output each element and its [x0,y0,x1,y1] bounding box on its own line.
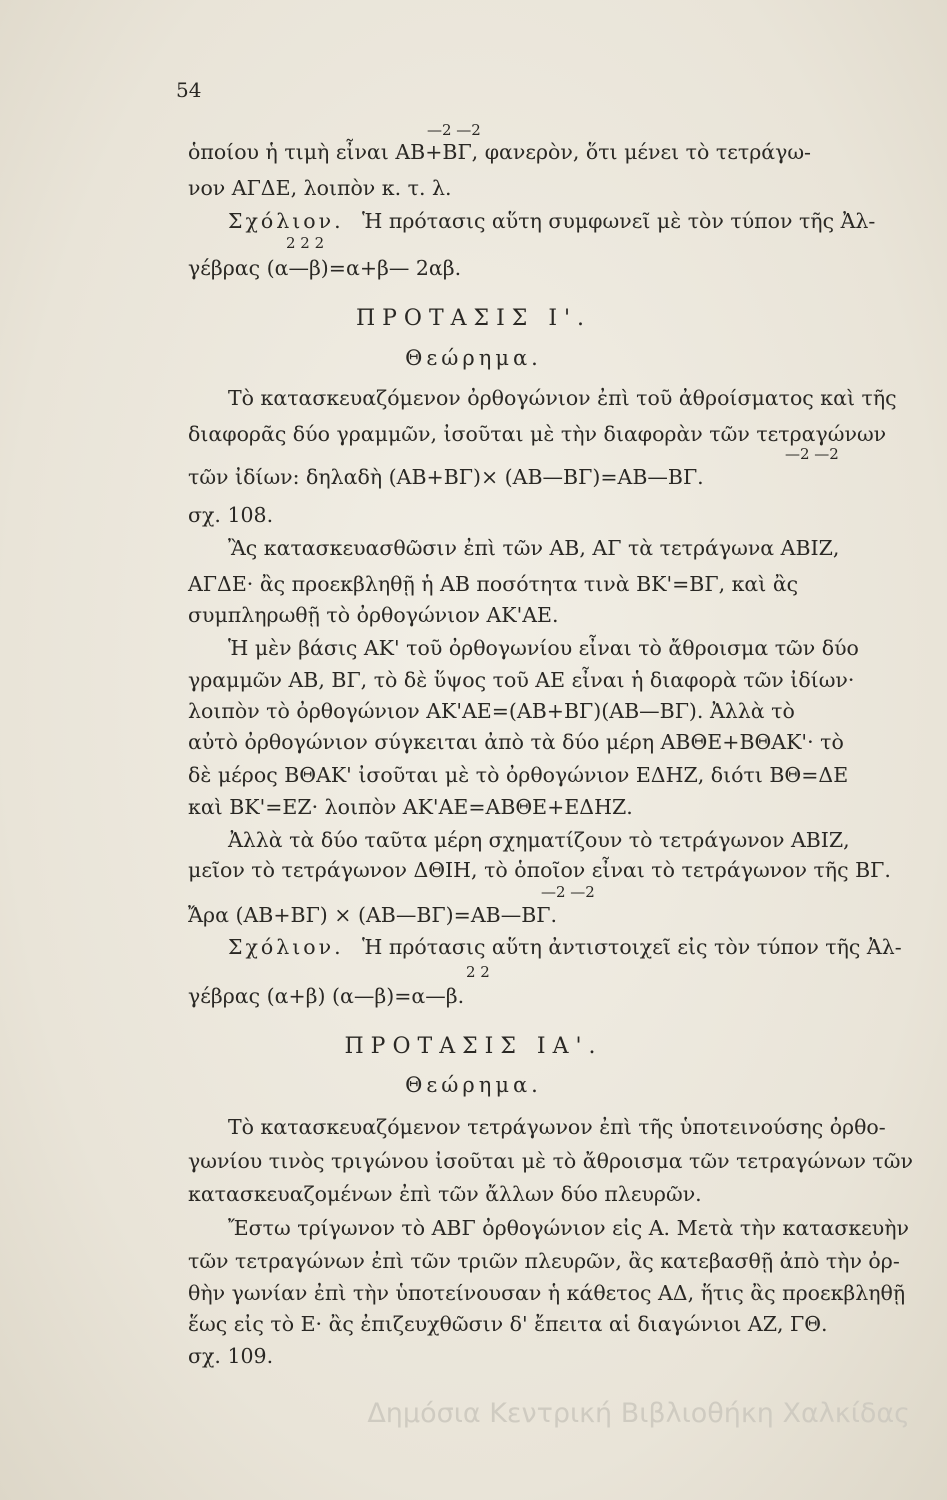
text-line: Τὸ κατασκευαζόμενον τετράγωνον ἐπὶ τῆς ὑποτεινούσης ὀρθο- [228,1115,886,1139]
text-line: θὴν γωνίαν ἐπὶ τὴν ὑποτείνουσαν ἡ κάθετος ΑΔ, ἥτις ἂς προεκβληθῇ [188,1281,906,1305]
theorem-subheading: Θεώρημα. [405,346,542,370]
text-line: νον ΑΓΔΕ, λοιπὸν κ. τ. λ. [188,176,452,200]
text-line: ΑΓΔΕ· ἂς προεκβληθῇ ἡ ΑΒ ποσότητα τινὰ ΒΚ'=ΒΓ, καὶ ἂς [188,572,799,596]
figure-reference: σχ. 108. [188,503,274,527]
text-line: Ἀλλὰ τὰ δύο ταῦτα μέρη σχηματίζουν τὸ τετράγωνον ΑΒΙΖ, [228,828,850,852]
text-line: δὲ μέρος ΒΘΑΚ' ἰσοῦται μὲ τὸ ὀρθογώνιον ΕΔΗΖ, διότι ΒΘ=ΔΕ [188,763,849,787]
text-line: διαφορᾶς δύο γραμμῶν, ἰσοῦται μὲ τὴν διαφορὰν τῶν τετραγώνων [188,422,887,446]
text-line: γραμμῶν ΑΒ, ΒΓ, τὸ δὲ ὕψος τοῦ ΑΕ εἶναι ἡ διαφορὰ τῶν ἰδίων· [188,668,855,692]
superscript-exponents: 2 2 2 [286,234,325,252]
text-line: συμπληρωθῇ τὸ ὀρθογώνιον ΑΚ'ΑΕ. [188,603,559,627]
figure-reference: σχ. 109. [188,1344,274,1368]
text-line: τῶν τετραγώνων ἐπὶ τῶν τριῶν πλευρῶν, ἂς κατεβασθῇ ἀπὸ τὴν ὀρ- [188,1249,900,1273]
text-line: λοιπὸν τὸ ὀρθογώνιον ΑΚ'ΑΕ=(ΑΒ+ΒΓ)(ΑΒ—ΒΓ). Ἀλλὰ τὸ [188,699,795,723]
theorem-subheading: Θεώρημα. [405,1073,542,1097]
superscript-exponents: —2 —2 [785,445,839,463]
text-line: Ἡ πρότασις αὕτη συμφωνεῖ μὲ τὸν τύπον τῆς Ἀλ- [362,209,876,233]
text-line: καὶ ΒΚ'=ΕΖ· λοιπὸν ΑΚ'ΑΕ=ΑΒΘΕ+ΕΔΗΖ. [188,795,633,819]
scholion-label: Σχόλιον. [228,209,344,233]
scholion-label: Σχόλιον. [228,935,344,959]
text-line: μεῖον τὸ τετράγωνον ΔΘΙΗ, τὸ ὁποῖον εἶναι τὸ τετράγωνον τῆς ΒΓ. [188,858,891,882]
text-line: ὁποίου ἡ τιμὴ εἶναι ΑΒ+ΒΓ, φανερὸν, ὅτι μένει τὸ τετράγω- [188,140,811,164]
text-line: Ἡ πρότασις αὕτη ἀντιστοιχεῖ εἰς τὸν τύπον τῆς Ἀλ- [362,935,902,959]
text-line: Ἡ μὲν βάσις ΑΚ' τοῦ ὀρθογωνίου εἶναι τὸ ἄθροισμα τῶν δύο [228,636,859,660]
text-line: γέβρας (α—β)=α+β— 2αβ. [188,256,462,280]
library-watermark: Δημόσια Κεντρική Βιβλιοθήκη Χαλκίδας [367,1398,910,1429]
text-line: κατασκευαζομένων ἐπὶ τῶν ἄλλων δύο πλευρῶν. [188,1182,702,1206]
text-line: τῶν ἰδίων: δηλαδὴ (ΑΒ+ΒΓ)× (ΑΒ—ΒΓ)=ΑΒ—ΒΓ. [188,465,704,489]
text-line: Ἂς κατασκευασθῶσιν ἐπὶ τῶν ΑΒ, ΑΓ τὰ τετράγωνα ΑΒΙΖ, [228,536,840,560]
text-line: Ἄρα (ΑΒ+ΒΓ) × (ΑΒ—ΒΓ)=ΑΒ—ΒΓ. [188,903,557,927]
proposition-heading: ΠΡΟΤΑΣΙΣ Ι'. [355,306,592,331]
text-line: Τὸ κατασκευαζόμενον ὀρθογώνιον ἐπὶ τοῦ ἀθροίσματος καὶ τῆς [228,386,897,410]
superscript-exponents: 2 2 [466,963,490,981]
text-line: γωνίου τινὸς τριγώνου ἰσοῦται μὲ τὸ ἄθροισμα τῶν τετραγώνων τῶν [188,1149,913,1173]
text-line: Ἔστω τρίγωνον τὸ ΑΒΓ ὀρθογώνιον εἰς Α. Μετὰ τὴν κατασκευὴν [228,1216,909,1240]
proposition-heading: ΠΡΟΤΑΣΙΣ ΙΑ'. [344,1034,603,1059]
superscript-exponents: —2 —2 [427,121,481,139]
superscript-exponents: —2 —2 [541,883,595,901]
page-number: 54 [176,78,202,102]
text-line: γέβρας (α+β) (α—β)=α—β. [188,984,465,1008]
text-line: αὐτὸ ὀρθογώνιον σύγκειται ἀπὸ τὰ δύο μέρη ΑΒΘΕ+ΒΘΑΚ'· τὸ [188,730,844,754]
text-line: ἕως εἰς τὸ Ε· ἂς ἐπιζευχθῶσιν δ' ἔπειτα αἱ διαγώνιοι ΑΖ, ΓΘ. [188,1312,828,1336]
